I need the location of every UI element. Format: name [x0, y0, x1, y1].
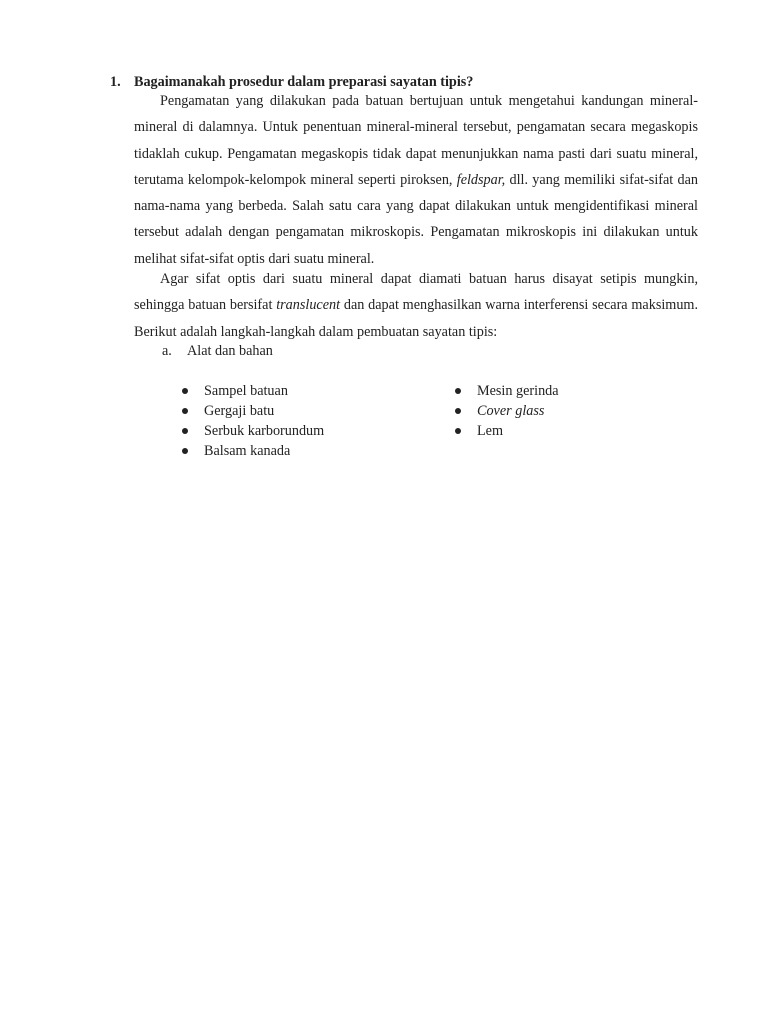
list-item [182, 421, 324, 441]
list-item [182, 381, 324, 401]
list-item-label: Gergaji batu [204, 403, 275, 419]
italic-term: translucent [276, 297, 341, 314]
question-number: 1. [110, 74, 121, 90]
paragraph-2 [134, 266, 698, 345]
bullet-icon [182, 388, 188, 394]
paragraph-1 [134, 88, 698, 272]
paragraph-text: dll. yang memiliki sifat-sifat dan nama-nama yang berbeda. Salah satu cara yang dapat dilakukan untuk mengidentifikasi mineral tersebut adalah dengan pengamatan mikroskopis. Pengamatan mikroskopis ini dilakukan untuk melihat sifat-sifat optis dari suatu mineral. [134, 171, 698, 267]
list-item [182, 401, 324, 421]
bullet-icon [455, 428, 461, 434]
bullet-icon [182, 408, 188, 414]
list-item [182, 441, 324, 461]
paragraph-text: Agar sifat optis dari suatu mineral dapat diamati batuan harus disayat setipis mungkin, sehingga batuan bersifat [134, 271, 698, 314]
list-item [455, 381, 559, 401]
paragraph-text: Pengamatan yang dilakukan pada batuan bertujuan untuk mengetahui kandungan mineral-mineral di dalamnya. Untuk penentuan mineral-mineral tersebut, pengamatan secara megaskopis tidaklah cukup. Pengamatan megaskopis tidak dapat menunjukkan nama pasti dari suatu mineral, terutama kelompok-kelompok mineral seperti piroksen, [134, 93, 698, 188]
list-item [455, 401, 559, 421]
paragraph-text: dan dapat menghasilkan warna interferensi secara maksimum. Berikut adalah langkah-langkah dalam pembuatan sayatan tipis: [134, 297, 698, 340]
list-item-label: Sampel batuan [204, 383, 288, 399]
list-item-label: Lem [477, 423, 503, 439]
bullet-icon [182, 448, 188, 454]
list-item-label: Balsam kanada [204, 443, 291, 459]
list-item-label: Serbuk karborundum [204, 423, 325, 439]
materials-list-right [455, 381, 559, 441]
sub-item-letter: a. [162, 343, 172, 359]
list-item [455, 421, 559, 441]
list-item-label: Mesin gerinda [477, 383, 559, 399]
bullet-icon [455, 388, 461, 394]
materials-list-left [182, 381, 324, 461]
list-item-label: Cover glass [477, 403, 545, 419]
bullet-icon [455, 408, 461, 414]
sub-item-a [162, 338, 273, 364]
sub-item-text: Alat dan bahan [187, 343, 273, 359]
bullet-icon [182, 428, 188, 434]
italic-term: feldspar, [456, 171, 506, 188]
question-text: Bagaimanakah prosedur dalam preparasi sayatan tipis? [134, 74, 474, 90]
